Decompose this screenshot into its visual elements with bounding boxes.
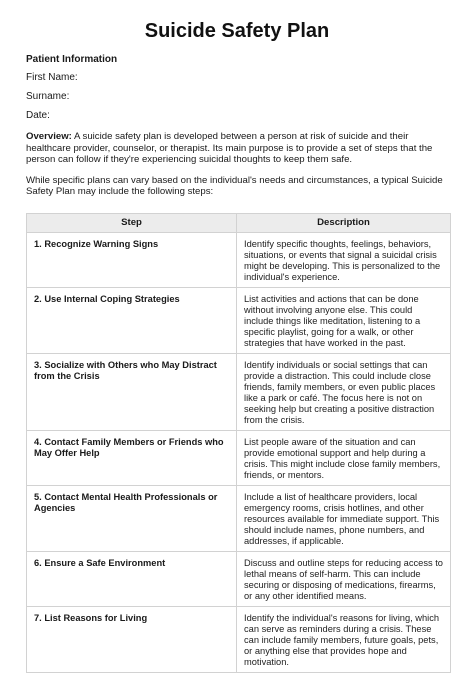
- overview-paragraph: [26, 131, 448, 166]
- date-field: Date:: [26, 110, 50, 121]
- step-cell: 2. Use Internal Coping Strategies: [27, 287, 237, 353]
- description-cell: List people aware of the situation and can provide emotional support and help during a crisis. This might include close family members, friends, or mentors.: [237, 430, 451, 485]
- table-row: [27, 606, 451, 672]
- description-cell: Identify individuals or social settings that can provide a distraction. This could include close friends, family members, or even public places like a park or café. The focus here is not on seeking help but creating a positive distraction from the crisis.: [237, 353, 451, 430]
- overview-text: A suicide safety plan is developed between a person at risk of suicide and their healthcare provider, counselor, or therapist. Its main purpose is to provide a set of steps that the person can follow if they're experiencing suicidal thoughts to keep them safe.: [26, 131, 433, 166]
- description-cell: Discuss and outline steps for reducing access to lethal means of self-harm. This can include securing or disposing of medications, firearms, or any other identified means.: [237, 551, 451, 606]
- step-cell: 4. Contact Family Members or Friends who May Offer Help: [27, 430, 237, 485]
- description-cell: List activities and actions that can be done without involving anyone else. This could include things like meditation, listening to a specific playlist, going for a walk, or other strategies that have worked in the past.: [237, 287, 451, 353]
- patient-info-heading: Patient Information: [26, 54, 118, 65]
- step-column-header: Step: [27, 213, 237, 232]
- overview-label: Overview:: [26, 131, 72, 142]
- table-row: [27, 485, 451, 551]
- table-row: [27, 353, 451, 430]
- step-cell: 5. Contact Mental Health Professionals or Agencies: [27, 485, 237, 551]
- page-title: Suicide Safety Plan: [144, 20, 330, 42]
- step-cell: 3. Socialize with Others who May Distract from the Crisis: [27, 353, 237, 430]
- step-cell: 7. List Reasons for Living: [27, 606, 237, 672]
- intro-paragraph: While specific plans can vary based on the individual's needs and circumstances, a typical Suicide Safety Plan may include the following steps:: [26, 174, 443, 198]
- description-cell: Identify specific thoughts, feelings, behaviors, situations, or events that signal a suicidal crisis might be developing. This is personalized to the individual's experience.: [237, 232, 451, 287]
- table-row: [27, 287, 451, 353]
- description-cell: Include a list of healthcare providers, local emergency rooms, crisis hotlines, and other resources available for immediate support. This should include names, phone numbers, and addresses, if applicable.: [237, 485, 451, 551]
- step-cell: 6. Ensure a Safe Environment: [27, 551, 237, 606]
- description-cell: Identify the individual's reasons for living, which can serve as reminders during a crisis. These can include family members, future goals, pets, or anything else that provides hope and motivation.: [237, 606, 451, 672]
- table-row: [27, 430, 451, 485]
- table-row: [27, 232, 451, 287]
- first-name-field: First Name:: [26, 72, 78, 83]
- step-cell: 1. Recognize Warning Signs: [27, 232, 237, 287]
- table-row: [27, 551, 451, 606]
- table-header-row: [27, 213, 451, 232]
- steps-table: [26, 213, 451, 673]
- description-column-header: Description: [237, 213, 451, 232]
- surname-field: Surname:: [26, 91, 70, 102]
